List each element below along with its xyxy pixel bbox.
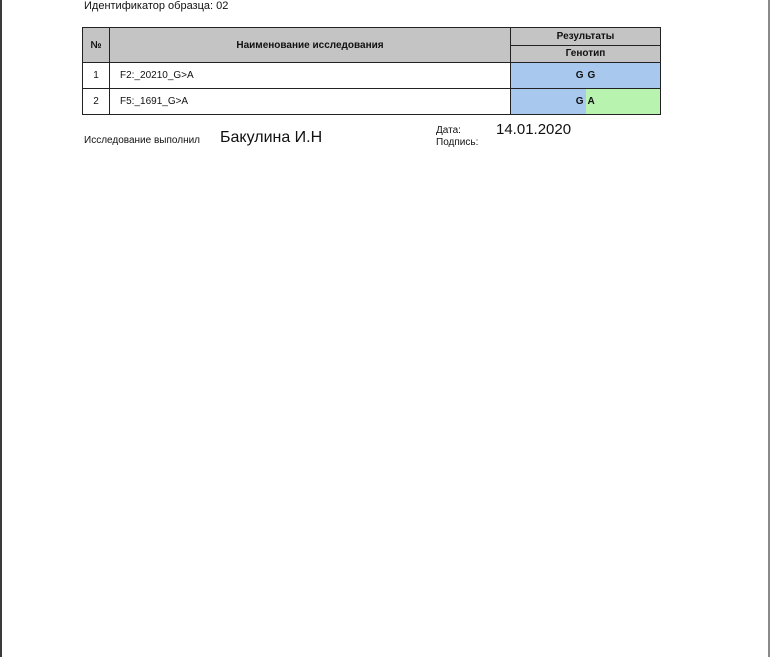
results-table <box>82 27 661 115</box>
row-number: 2 <box>83 89 110 115</box>
col-header-results: Результаты <box>511 28 661 46</box>
test-name: F5:_1691_G>A <box>110 89 511 115</box>
page-border-left <box>0 0 2 657</box>
performer-label: Исследование выполнил <box>84 135 201 146</box>
table-row <box>83 89 661 115</box>
sample-id-label: Идентификатор образца: 02 <box>84 0 229 12</box>
allele-1: G <box>511 89 586 114</box>
row-number: 1 <box>83 63 110 89</box>
date-value: 14.01.2020 <box>496 121 572 138</box>
signature-label: Подпись: <box>436 137 479 148</box>
allele-1: G <box>511 63 586 88</box>
test-name: F2:_20210_G>A <box>110 63 511 89</box>
genotype-cell <box>511 63 661 89</box>
genotype-cell <box>511 89 661 115</box>
col-header-number: № <box>83 28 110 63</box>
col-header-genotype: Генотип <box>511 45 661 63</box>
allele-2: A <box>586 89 661 114</box>
date-label: Дата: <box>436 125 461 136</box>
allele-2: G <box>586 63 661 88</box>
table-row <box>83 63 661 89</box>
col-header-name: Наименование исследования <box>110 28 511 63</box>
performer-name: Бакулина И.Н <box>220 129 323 146</box>
